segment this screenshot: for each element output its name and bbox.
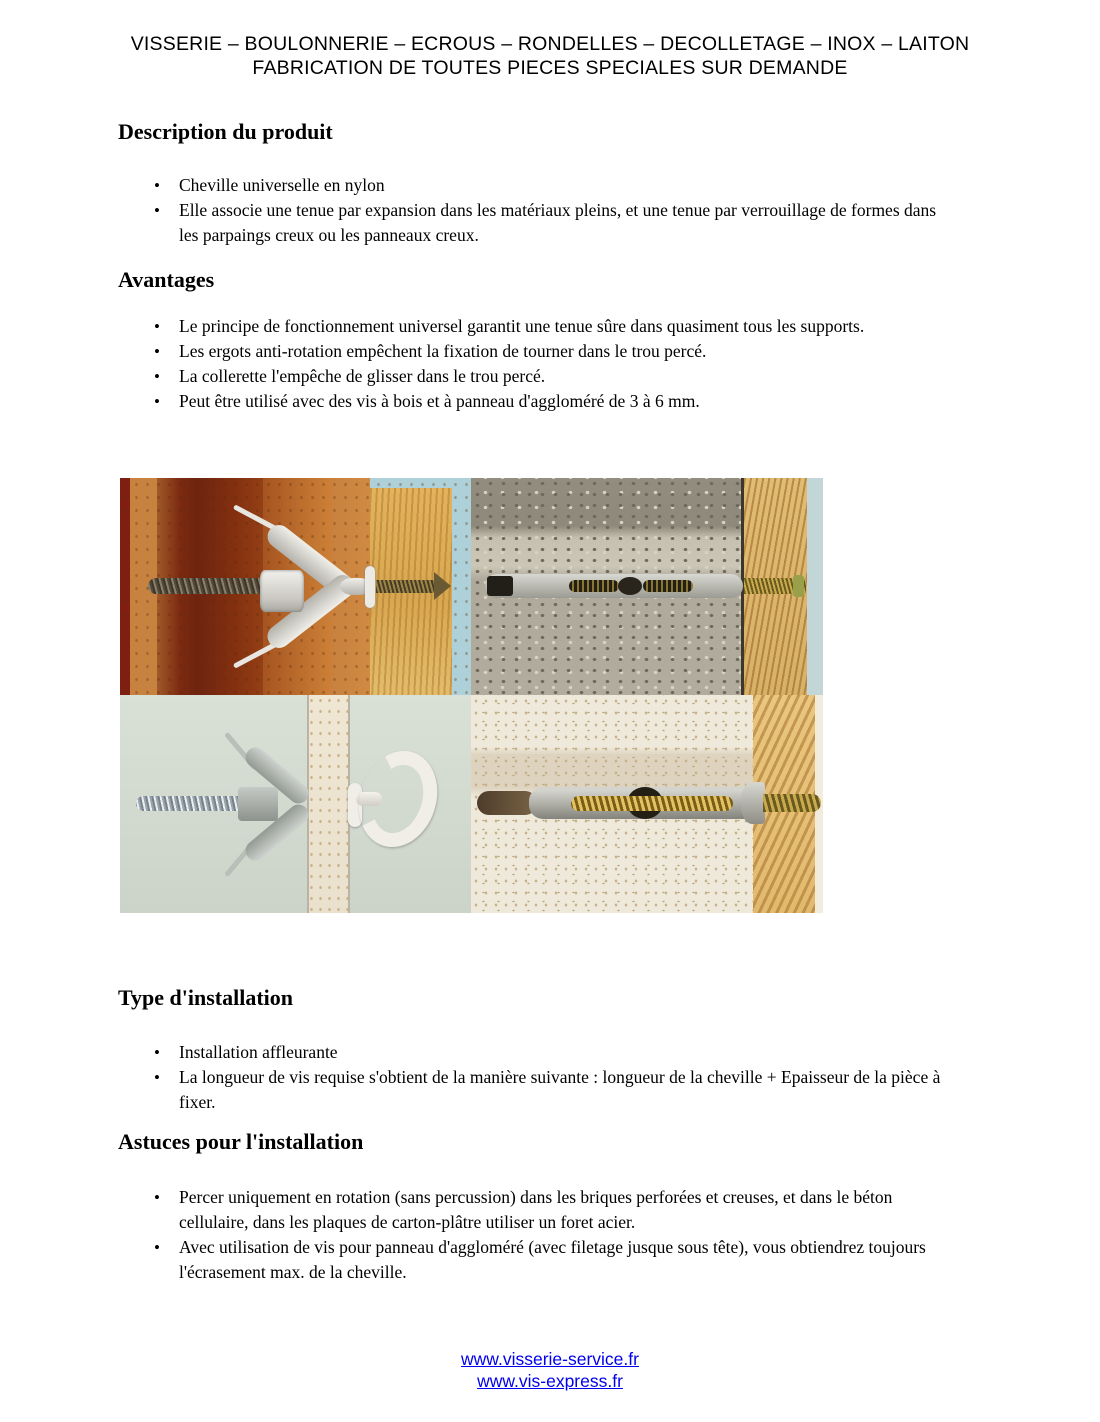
footer-link-visserie-service[interactable]: www.visserie-service.fr [461, 1349, 639, 1369]
bullet-item: • Percer uniquement en rotation (sans percussion) dans les briques perforées et creuses, et dans le béton cellulaire, dans les plaques de carton-plâtre utiliser un foret acier. [152, 1185, 952, 1235]
section-title-avantages: Avantages [118, 267, 215, 292]
section-title-type-installation: Type d'installation [118, 985, 294, 1010]
anchor-collar [365, 566, 375, 608]
avantages-bullet-list [152, 314, 952, 414]
document-footer [0, 1349, 1100, 1392]
bullet-item: • Les ergots anti-rotation empêchent la fixation de tourner dans le trou percé. [152, 339, 952, 364]
anchor-slot [643, 580, 693, 592]
bullet-item: • Cheville universelle en nylon [152, 173, 952, 198]
bullet-item: • Elle associe une tenue par expansion dans les matériaux pleins, et une tenue par verrouillage de formes dans les parpaings creux ou les panneaux creux. [152, 198, 952, 248]
photo-anchor-with-cup-hook-in-plasterboard [120, 695, 471, 913]
astuces-bullet-list [152, 1185, 952, 1285]
screw-head [434, 572, 451, 600]
bullet-item: • Peut être utilisé avec des vis à bois et à panneau d'aggloméré de 3 à 6 mm. [152, 389, 952, 414]
screw-thread [148, 578, 266, 594]
section-title-description: Description du produit [118, 119, 333, 144]
screw-thread [571, 796, 733, 811]
plasterboard-panel [307, 695, 350, 913]
anchor-body [238, 787, 278, 821]
document-header [0, 33, 1100, 80]
photo-anchor-in-aerated-concrete [471, 695, 823, 913]
screw-thread [136, 796, 240, 811]
anchor-body [260, 570, 304, 612]
header-line-1: VISSERIE – BOULONNERIE – ECROUS – RONDELLES – DECOLLETAGE – INOX – LAITON [130, 33, 970, 55]
screw-thread [376, 580, 438, 593]
bullet-item: • Le principe de fonctionnement universel garantit une tenue sûre dans quasiment tous les supports. [152, 314, 952, 339]
photo-anchor-in-concrete-block [471, 478, 823, 695]
header-line-2: FABRICATION DE TOUTES PIECES SPECIALES SUR DEMANDE [252, 56, 848, 79]
footer-link-vis-express[interactable]: www.vis-express.fr [477, 1370, 623, 1391]
screw-thread [763, 794, 821, 812]
cup-hook [347, 741, 450, 858]
type-installation-bullet-list [152, 1040, 952, 1115]
anchor-tip [487, 576, 513, 596]
section-title-astuces: Astuces pour l'installation [118, 1129, 364, 1154]
photo-anchor-expanded-in-brick-cavity [120, 478, 471, 695]
bullet-item: • La longueur de vis requise s'obtient de la manière suivante : longueur de la cheville + Epaisseur de la pièce à fixer. [152, 1065, 952, 1115]
anchor-slot [569, 580, 619, 592]
bullet-item: • La collerette l'empêche de glisser dans le trou percé. [152, 364, 952, 389]
screw-head [793, 575, 804, 597]
anchor-hole [618, 577, 642, 595]
background-strip [807, 478, 823, 695]
anchor-flare [741, 782, 765, 824]
bullet-item: • Avec utilisation de vis pour panneau d'aggloméré (avec filetage jusque sous tête), vous obtiendrez toujours l'écrasement max. de la cheville. [152, 1235, 952, 1285]
bullet-item: • Installation affleurante [152, 1040, 952, 1065]
description-bullet-list [152, 173, 952, 248]
drilled-hole [477, 791, 537, 815]
product-photo-grid [120, 478, 823, 913]
